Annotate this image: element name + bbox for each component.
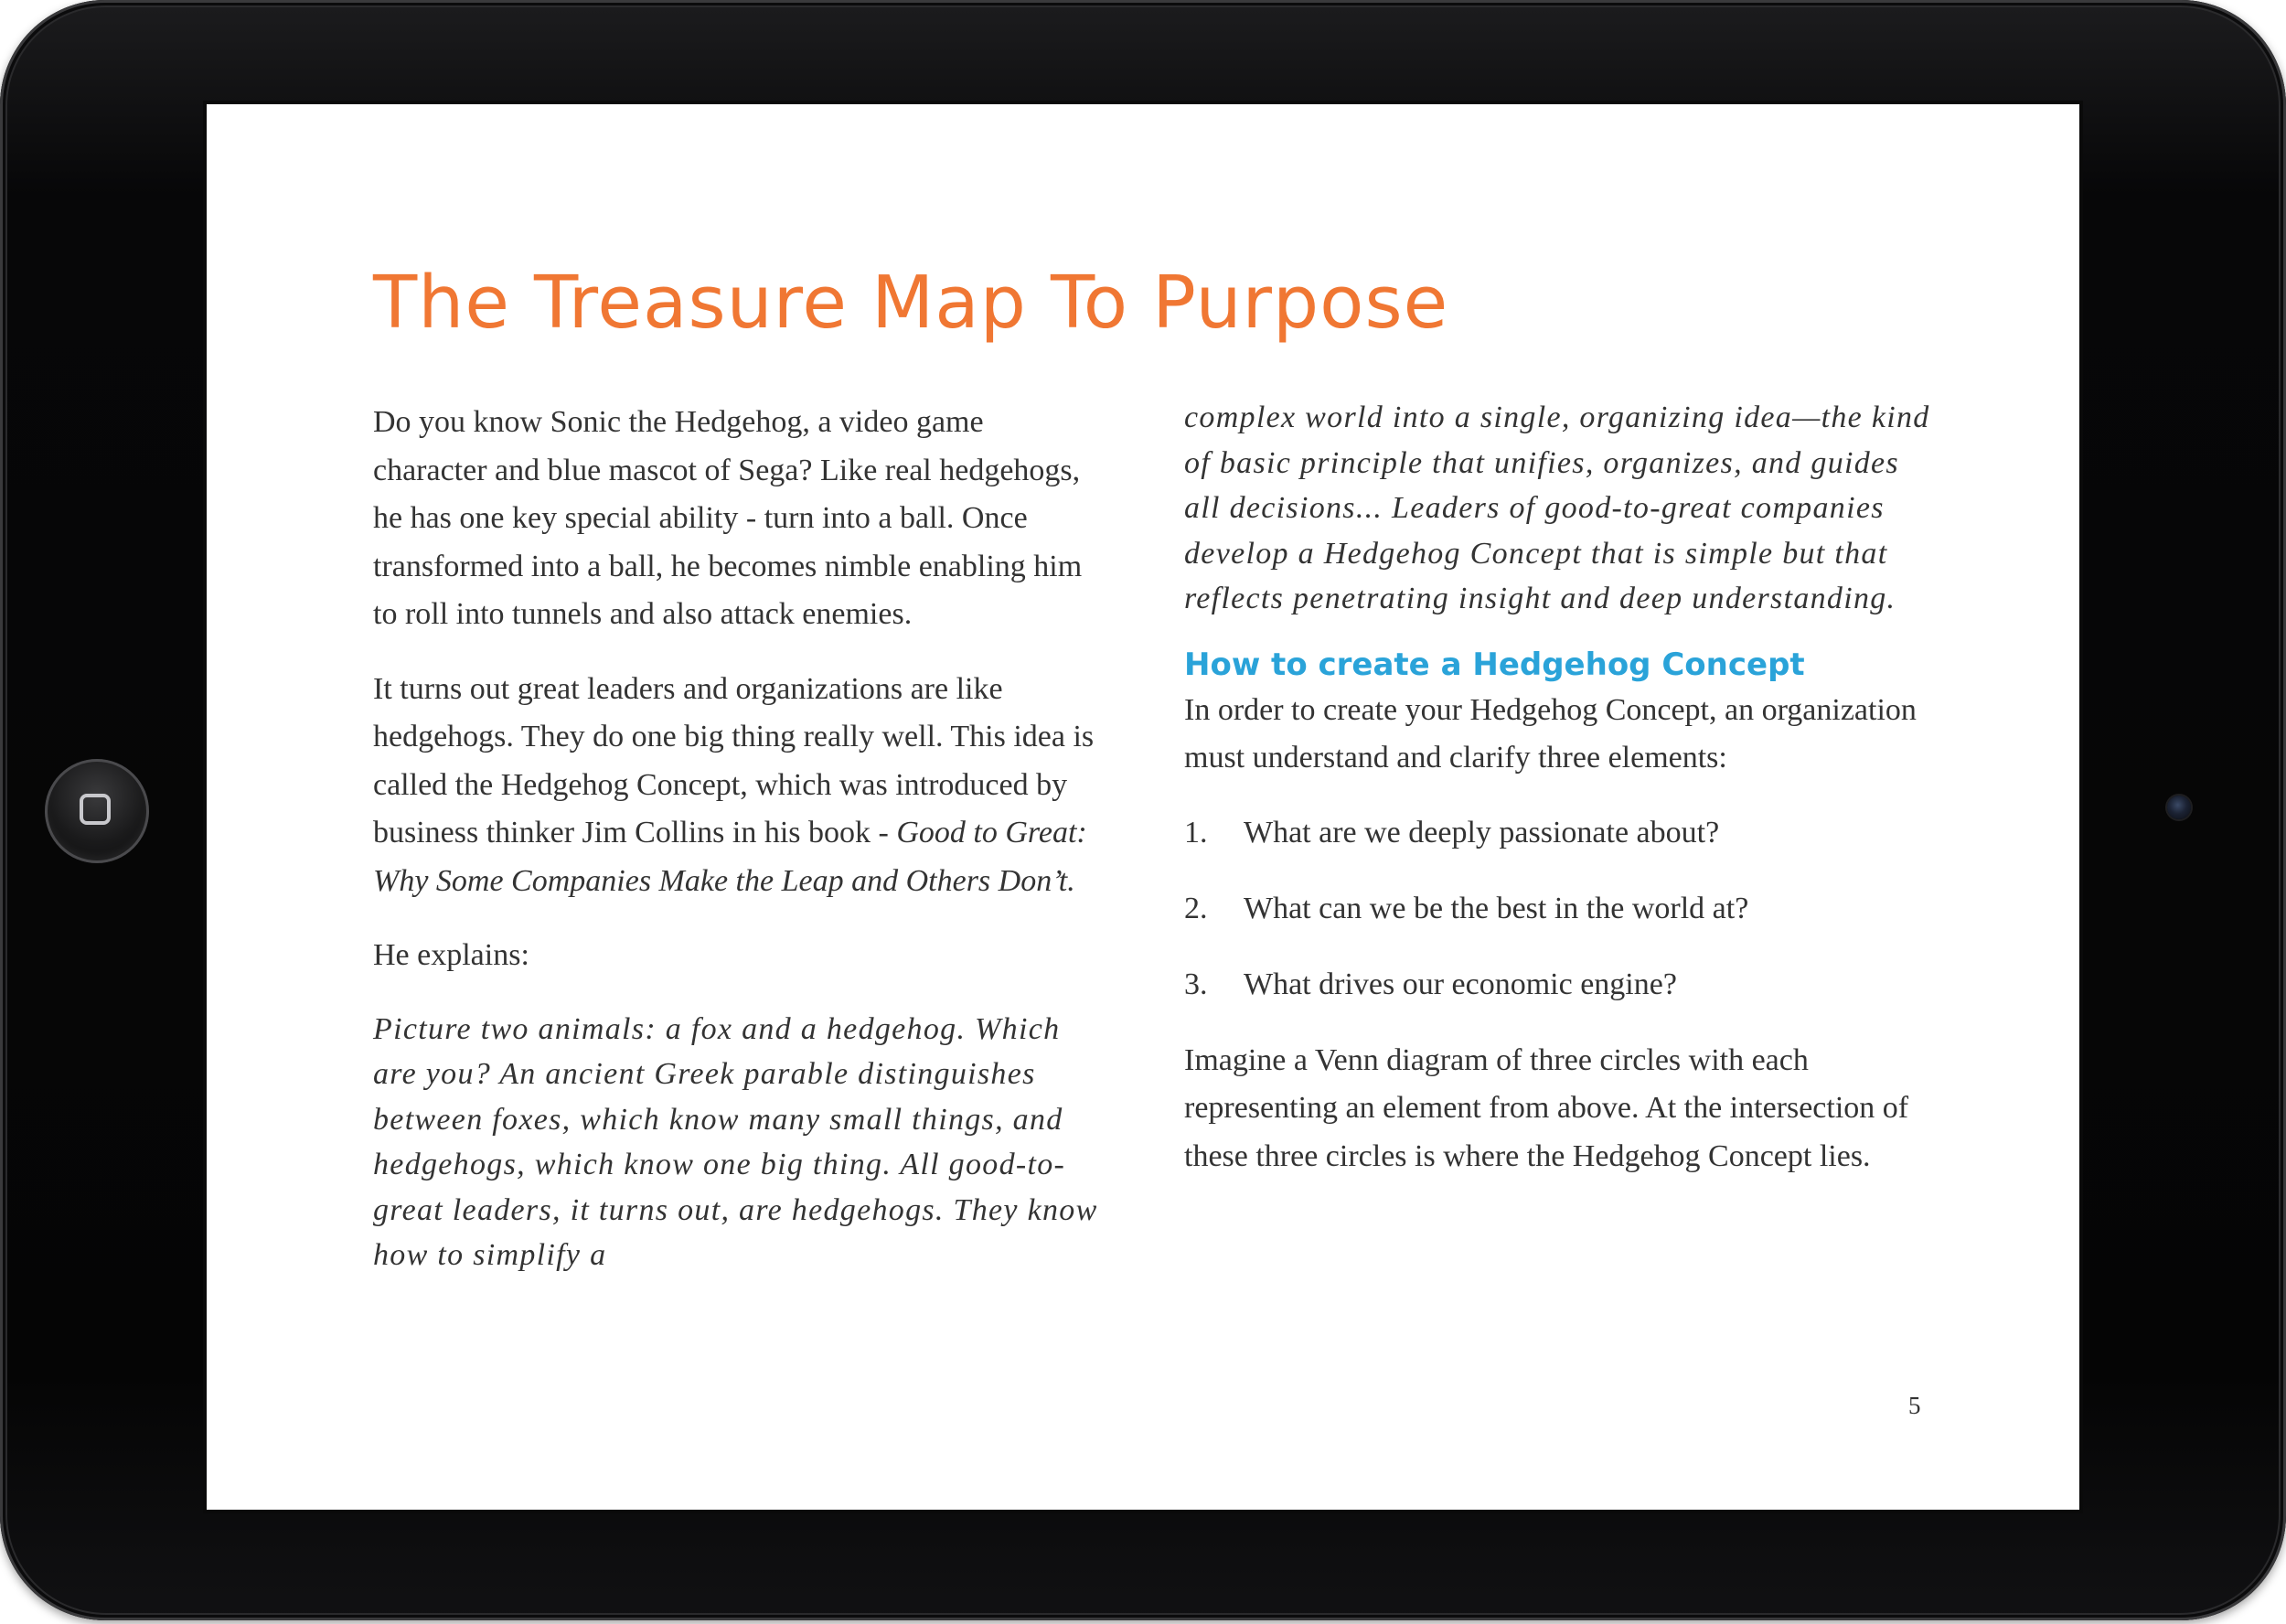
- right-column: [1184, 395, 1934, 1207]
- list-item: [1184, 961, 1934, 1009]
- section-heading: How to create a Hedgehog Concept: [1184, 646, 1805, 683]
- page-number: 5: [1908, 1392, 1921, 1419]
- closing-paragraph: Imagine a Venn diagram of three circles with each representing an element from above. At the intersection of these three circles is where the Hedgehog Concept lies.: [1184, 1042, 1909, 1173]
- section-intro: In order to create your Hedgehog Concept, an organization must understand and clarify three elements:: [1184, 692, 1917, 775]
- list-item: [1184, 809, 1934, 857]
- explains-paragraph: He explains:: [373, 938, 529, 972]
- book-title: Good to Great: Why Some Companies Make the Leap and Others Don’t.: [373, 816, 1087, 898]
- hedgehog-concept-paragraph: [373, 666, 1105, 906]
- quote-paragraph: Picture two animals: a fox and a hedgehog. Which are you? An ancient Greek parable distinguishes between foxes, which know many small things, and hedgehogs, which know one big thing. All good-to-great leaders, it turns out, are hedgehogs. They know how to simplify a: [373, 1011, 1098, 1272]
- intro-paragraph: Do you know Sonic the Hedgehog, a video game character and blue mascot of Sega? Like real hedgehogs, he has one key special ability - turn into a ball. Once transformed into a ball, he becomes nimble enabling him to roll into tunnels and also attack enemies.: [373, 405, 1083, 631]
- camera-lens-icon: [2167, 796, 2191, 819]
- quote-continued: complex world into a single, organizing idea—the kind of basic principle that unifies, organizes, and guides all decisions... Leaders of good-to-great companies develop a Hedgehog Concept that is simple but that reflects penetrating insight and deep understanding.: [1184, 401, 1930, 615]
- elements-list: [1184, 809, 1934, 1009]
- list-text: What are we deeply passionate about?: [1244, 815, 1720, 849]
- list-number: 3.: [1184, 967, 1208, 1001]
- home-square-icon: [80, 794, 111, 825]
- list-item: [1184, 885, 1934, 933]
- list-text: What can we be the best in the world at?: [1244, 891, 1749, 925]
- screen: [203, 101, 2083, 1513]
- home-button[interactable]: [45, 759, 149, 863]
- list-number: 1.: [1184, 815, 1208, 849]
- list-number: 2.: [1184, 891, 1208, 925]
- page-title: The Treasure Map To Purpose: [373, 261, 1449, 345]
- left-column: [373, 399, 1105, 1278]
- document-page: [207, 104, 2079, 1510]
- paragraph-text: It turns out great leaders and organizations are like hedgehogs. They do one big thing really well. This idea is called the Hedgehog Concept, which was introduced by business thinker Jim Collins in his book -: [373, 671, 1095, 849]
- list-text: What drives our economic engine?: [1244, 967, 1677, 1001]
